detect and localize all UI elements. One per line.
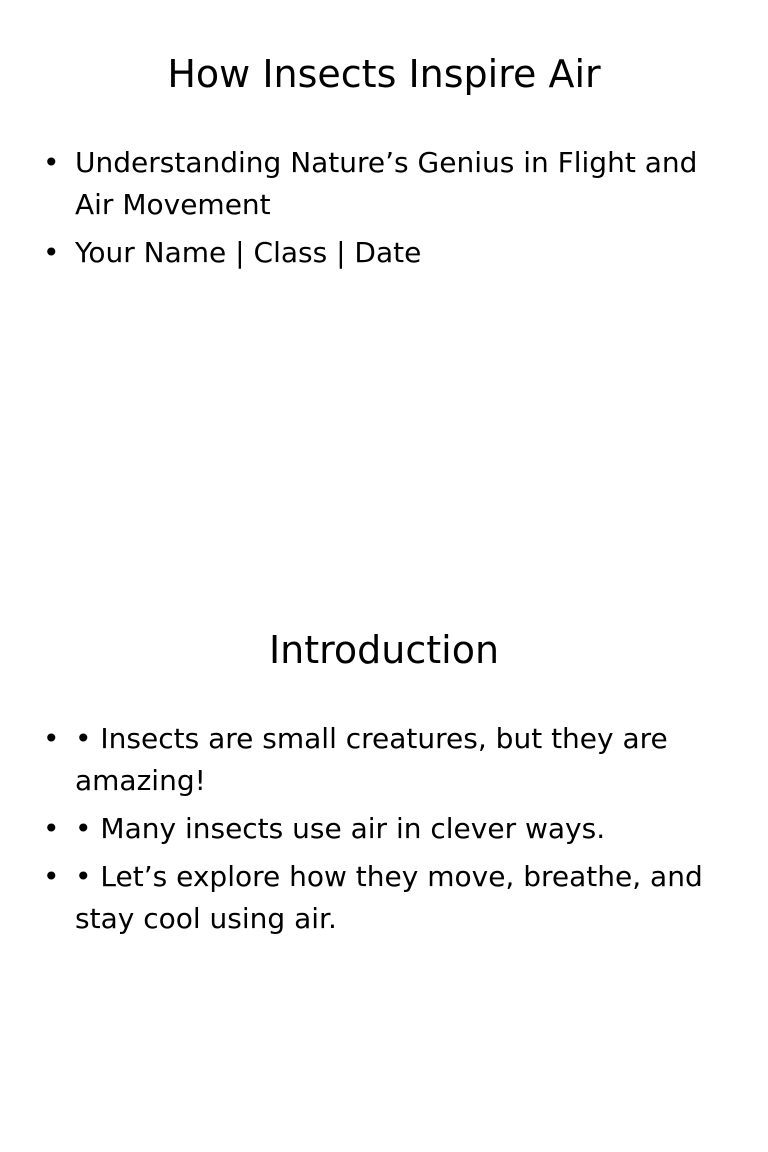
slide-1-title: How Insects Inspire Air <box>167 52 601 96</box>
list-item <box>43 718 715 802</box>
slide-1-bullet-list <box>43 142 715 280</box>
list-item <box>43 856 715 940</box>
bullet-icon: • <box>43 236 60 269</box>
list-item <box>43 142 715 226</box>
bullet-text: • Let’s explore how they move, breathe, and stay cool using air. <box>75 860 703 935</box>
bullet-text: • Many insects use air in clever ways. <box>75 812 606 845</box>
bullet-icon: • <box>43 812 60 845</box>
bullet-icon: • <box>43 146 60 179</box>
bullet-text: • Insects are small creatures, but they are amazing! <box>75 722 668 797</box>
slide-2-bullet-list <box>43 718 715 946</box>
list-item <box>43 232 715 274</box>
bullet-text: Understanding Nature’s Genius in Flight and Air Movement <box>75 146 698 221</box>
slide-introduction <box>0 576 768 1152</box>
list-item <box>43 808 715 850</box>
slide-2-title: Introduction <box>268 628 500 672</box>
bullet-icon: • <box>43 860 60 893</box>
bullet-icon: • <box>43 722 60 755</box>
bullet-text: Your Name | Class | Date <box>75 236 422 269</box>
